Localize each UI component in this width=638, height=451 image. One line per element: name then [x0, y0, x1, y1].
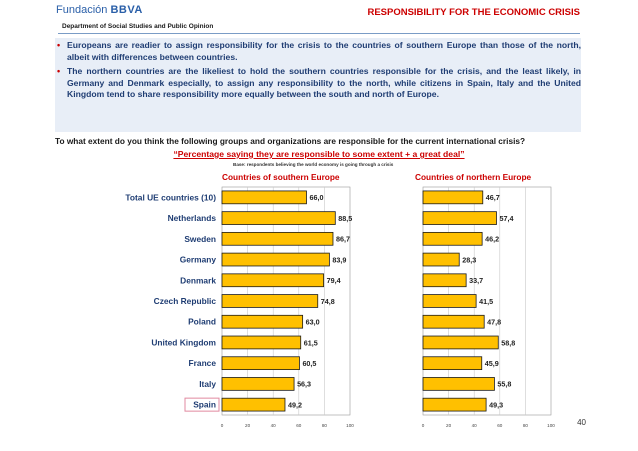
bar-north: [423, 232, 482, 245]
bar-south: [222, 398, 285, 411]
x-tick-label-south: 20: [245, 423, 251, 428]
data-label-north: 45,9: [484, 358, 499, 368]
department-label: Department of Social Studies and Public Opinion: [62, 23, 214, 30]
category-label: Germany: [179, 254, 216, 265]
page-number: 40: [577, 418, 586, 427]
category-label: Poland: [188, 316, 216, 327]
bar-north: [423, 357, 482, 370]
bar-north: [423, 398, 486, 411]
bar-north: [423, 212, 496, 225]
bar-south: [222, 212, 335, 225]
bar-south: [222, 295, 318, 308]
x-tick-label-north: 40: [471, 423, 477, 428]
category-label: United Kingdom: [151, 337, 216, 348]
data-label-south: 86,7: [335, 234, 350, 244]
x-tick-label-north: 20: [446, 423, 452, 428]
bullet-text: The northern countries are the likeliest to hold the southern countries responsible for the crisis, and the least likely, in Germany and Denmark especially, to assign any responsibility to the north, while citizens in Spain, Italy and the United Kingdom tend to share responsibility more equally between the south and north of Europe.: [67, 66, 581, 100]
logo-prefix: Fundación: [56, 4, 108, 16]
bar-north: [423, 295, 476, 308]
bar-north: [423, 377, 494, 390]
x-tick-label-south: 60: [296, 423, 302, 428]
survey-question: To what extent do you think the following groups and organizations are responsible for the current international crisis?: [55, 136, 526, 146]
data-label-north: 28,3: [462, 255, 477, 265]
data-label-north: 33,7: [469, 276, 484, 286]
x-tick-label-south: 40: [270, 423, 276, 428]
x-tick-label-north: 80: [522, 423, 528, 428]
data-label-south: 56,3: [297, 379, 312, 389]
data-label-south: 79,4: [326, 276, 341, 286]
bar-south: [222, 357, 299, 370]
bar-south: [222, 336, 301, 349]
category-label: Sweden: [184, 233, 216, 244]
category-label: Czech Republic: [153, 296, 216, 306]
chart-title-north: Countries of northern Europe: [415, 172, 532, 182]
bullet-text: Europeans are readier to assign responsibility for the crisis to the countries of southern Europe than those of the north, albeit with differences between countries.: [67, 40, 581, 62]
data-label-north: 47,8: [487, 317, 502, 327]
x-tick-label-north: 60: [497, 423, 503, 428]
data-label-south: 63,0: [305, 317, 320, 327]
bar-south: [222, 232, 333, 245]
logo-brand: BBVA: [110, 4, 143, 16]
bar-north: [423, 336, 498, 349]
x-tick-label-south: 100: [346, 423, 354, 428]
x-tick-label-south: 80: [321, 423, 327, 428]
bullet-dot-icon: •: [57, 66, 61, 77]
data-label-north: 57,4: [499, 213, 514, 223]
data-label-north: 41,5: [479, 296, 494, 306]
bar-north: [423, 253, 459, 266]
x-tick-label-north: 100: [547, 423, 555, 428]
category-label: Italy: [199, 378, 216, 389]
data-label-north: 46,7: [485, 193, 500, 203]
data-label-south: 83,9: [332, 255, 347, 265]
data-label-south: 88,5: [338, 213, 353, 223]
base-note: Base: respondents believing the world economy is going through a crisis: [233, 162, 394, 167]
data-label-north: 58,8: [501, 338, 516, 348]
category-label: Denmark: [180, 275, 216, 286]
data-label-south: 74,8: [320, 296, 335, 306]
category-label: Spain: [193, 399, 216, 410]
bar-south: [222, 253, 329, 266]
page-title: RESPONSIBILITY FOR THE ECONOMIC CRISIS: [367, 7, 580, 18]
bar-south: [222, 315, 303, 328]
data-label-north: 46,2: [485, 234, 500, 244]
category-label: Total UE countries (10): [125, 192, 216, 203]
bar-north: [423, 274, 466, 287]
data-label-south: 60,5: [302, 358, 317, 368]
category-label: Netherlands: [167, 213, 216, 224]
data-label-south: 61,5: [303, 338, 318, 348]
x-tick-label-north: 0: [421, 423, 425, 428]
x-tick-label-south: 0: [220, 423, 224, 428]
bar-south: [222, 377, 294, 390]
data-label-north: 55,8: [497, 379, 512, 389]
data-label-north: 49,3: [489, 400, 504, 410]
category-label: France: [188, 358, 216, 369]
bar-north: [423, 315, 484, 328]
bar-south: [222, 191, 306, 204]
bar-south: [222, 274, 324, 287]
chart-subtitle: “Percentage saying they are responsible to some extent + a great deal”: [173, 149, 465, 159]
data-label-south: 66,0: [309, 193, 324, 203]
data-label-south: 49,2: [287, 400, 302, 410]
bar-north: [423, 191, 483, 204]
bullet-dot-icon: •: [57, 40, 61, 50]
chart-title-south: Countries of southern Europe: [222, 172, 340, 182]
